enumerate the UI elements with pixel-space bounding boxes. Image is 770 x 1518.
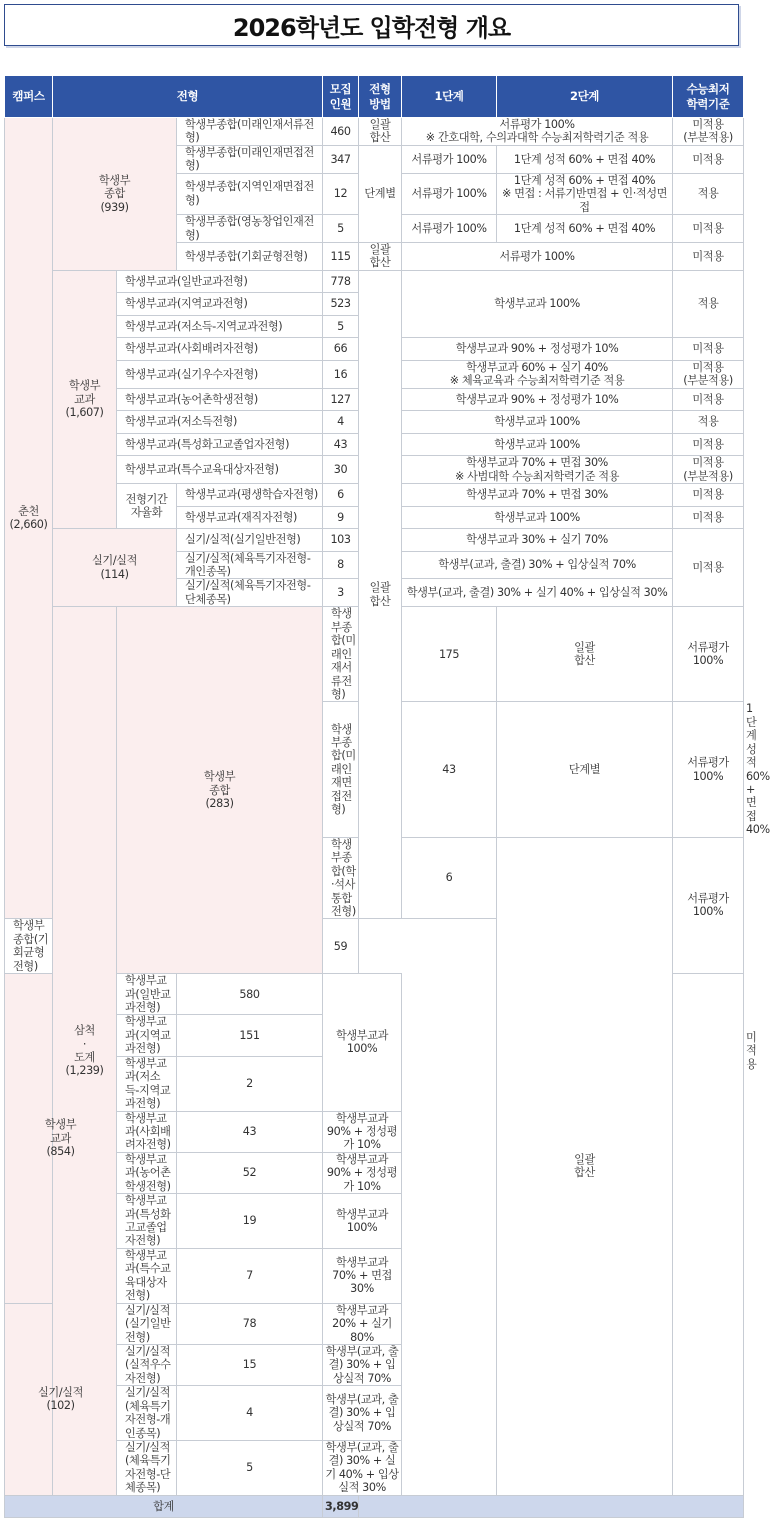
quota-count: 4 [323, 411, 359, 434]
admission-type-name: 학생부종합(미래인재서류전형) [177, 118, 323, 146]
table-row [5, 270, 744, 293]
selection-method: 단계별 [359, 145, 402, 242]
evaluation-criteria: 서류평가 100% [402, 242, 673, 270]
admission-type-name: 실기/실적(체육특기자전형-단체종목) [117, 1441, 177, 1496]
quota-count: 460 [323, 118, 359, 146]
quota-count: 115 [323, 242, 359, 270]
admission-type-name: 학생부종합(기회균형전형) [5, 919, 53, 974]
selection-method: 일괄 합산 [359, 242, 402, 270]
admission-type-name: 학생부종합(미래인재면접전형) [323, 702, 359, 837]
admission-type-name: 학생부종합(기회균형전형) [177, 242, 323, 270]
admission-type-name: 학생부종합(미래인재면접전형) [177, 145, 323, 173]
admission-type-name: 학생부종합(학·석사통합전형) [323, 837, 359, 919]
csat-requirement: 미적용 [673, 145, 744, 173]
admission-type-name: 학생부교과(실기우수자전형) [117, 360, 323, 388]
selection-method: 일괄 합산 [359, 270, 402, 919]
quota-count: 5 [323, 315, 359, 338]
page-title: 2026학년도 입학전형 개요 [4, 4, 739, 46]
admission-type-name: 학생부교과(저소득전형) [117, 411, 323, 434]
evaluation-criteria: 학생부교과 70% + 면접 30% ※ 사범대학 수능최저학력기준 적용 [402, 456, 673, 484]
evaluation-criteria: 학생부교과 60% + 실기 40% ※ 체육교육과 수능최저학력기준 적용 [402, 360, 673, 388]
campus-samcheok-dogye: 삼척 · 도계 (1,239) [53, 607, 117, 1495]
admission-type-name: 학생부교과(특수교육대상자전형) [117, 1248, 177, 1303]
evaluation-criteria: 학생부교과 100% [323, 1194, 402, 1249]
quota-count: 6 [323, 484, 359, 507]
admission-type-name: 학생부교과(농어촌학생전형) [117, 1152, 177, 1193]
table-row: 학생부종합(미래인재면접전형) 43 단계별 서류평가 100% 1단계 성적 60% + 면접 40% [5, 702, 744, 837]
evaluation-criteria: 학생부교과 70% + 면접 30% [402, 484, 673, 507]
evaluation-criteria: 서류평가 100% [673, 607, 744, 702]
selection-method: 일괄 합산 [497, 607, 673, 702]
quota-count: 103 [323, 529, 359, 552]
csat-requirement: 미적용 [673, 215, 744, 243]
quota-count: 43 [177, 1111, 323, 1152]
quota-count: 19 [177, 1194, 323, 1249]
quota-count: 16 [323, 360, 359, 388]
admission-table [4, 75, 770, 1518]
admission-type-name: 실기/실적(실기일반전형) [177, 529, 323, 552]
admission-type-name: 학생부교과(일반교과전형) [117, 974, 177, 1015]
quota-count: 8 [323, 551, 359, 579]
quota-count: 30 [323, 456, 359, 484]
csat-requirement: 미적용 (부분적용) [673, 118, 744, 146]
quota-count: 5 [323, 215, 359, 243]
evaluation-criteria: 학생부교과 100% [402, 506, 673, 529]
admission-type-name: 학생부교과(특성화고교졸업자전형) [117, 1194, 177, 1249]
quota-count: 52 [177, 1152, 323, 1193]
header-type: 전형 [53, 76, 323, 118]
campus-chuncheon: 춘천 (2,660) [5, 118, 53, 919]
header-campus: 캠퍼스 [5, 76, 53, 118]
header-method: 전형 방법 [359, 76, 402, 118]
evaluation-criteria: 학생부교과 100% [402, 411, 673, 434]
evaluation-criteria: 서류평가 100% ※ 간호대학, 수의과대학 수능최저학력기준 적용 [402, 118, 673, 146]
quota-count: 347 [323, 145, 359, 173]
stage1-criteria: 서류평가 100% [673, 702, 744, 837]
admission-type-name: 학생부교과(특수교육대상자전형) [117, 456, 323, 484]
total-row [5, 1495, 744, 1518]
stage2-criteria: 1단계 성적 60% + 면접 40% ※ 면접 : 서류기반면접 + 인·적성면접 [497, 173, 673, 214]
admission-type-name: 학생부교과(농어촌학생전형) [117, 388, 323, 411]
evaluation-criteria: 학생부(교과, 출결) 30% + 입상실적 70% [323, 1386, 402, 1441]
total-count: 3,899 [323, 1495, 359, 1518]
group-label: 학생부 교과 (1,607) [53, 270, 117, 528]
csat-requirement: 미적용 [673, 529, 744, 607]
csat-requirement: 미적용 [673, 388, 744, 411]
evaluation-criteria: 학생부교과 90% + 정성평가 10% [402, 338, 673, 361]
csat-requirement: 미적용 [673, 338, 744, 361]
admission-type-name: 실기/실적(실적우수자전형) [117, 1344, 177, 1385]
evaluation-criteria: 학생부교과 90% + 정성평가 10% [323, 1111, 402, 1152]
csat-requirement: 적용 [673, 411, 744, 434]
stage2-criteria: 1단계 성적 60% + 면접 40% [497, 145, 673, 173]
header-row [5, 76, 744, 118]
header-csat: 수능최저 학력기준 [673, 76, 744, 118]
evaluation-criteria: 학생부교과 20% + 실기 80% [323, 1303, 402, 1344]
stage1-criteria: 서류평가 100% [402, 215, 497, 243]
admission-type-name: 실기/실적(체육특기자전형-단체종목) [177, 579, 323, 607]
quota-count: 151 [177, 1015, 323, 1056]
evaluation-criteria: 학생부교과 90% + 정성평가 10% [323, 1152, 402, 1193]
total-label: 합계 [5, 1495, 323, 1518]
csat-requirement: 미적용 [673, 242, 744, 270]
admission-type-name: 학생부종합(영농창업인재전형) [177, 215, 323, 243]
admission-type-name: 학생부교과(저소득-지역교과전형) [117, 315, 323, 338]
admission-type-name: 학생부교과(사회배려자전형) [117, 338, 323, 361]
admission-type-name: 학생부교과(특성화고교졸업자전형) [117, 433, 323, 456]
quota-count: 43 [402, 702, 497, 837]
quota-count: 3 [323, 579, 359, 607]
admission-type-name: 학생부종합(지역인재면접전형) [177, 173, 323, 214]
admission-type-name: 학생부교과(재직자전형) [177, 506, 323, 529]
evaluation-criteria: 학생부(교과, 출결) 30% + 입상실적 70% [323, 1344, 402, 1385]
csat-requirement: 적용 [673, 270, 744, 338]
header-stage1: 1단계 [402, 76, 497, 118]
stage1-criteria: 서류평가 100% [402, 173, 497, 214]
csat-requirement: 미적용 [673, 433, 744, 456]
quota-count: 127 [323, 388, 359, 411]
quota-count: 778 [323, 270, 359, 293]
group-label: 학생부 종합 (939) [53, 118, 177, 271]
evaluation-criteria: 학생부교과 90% + 정성평가 10% [402, 388, 673, 411]
group-label: 학생부 교과 (854) [5, 974, 117, 1304]
evaluation-criteria: 서류평가 100% [673, 837, 744, 973]
evaluation-criteria: 학생부교과 100% [402, 433, 673, 456]
quota-count: 78 [177, 1303, 323, 1344]
quota-count: 9 [323, 506, 359, 529]
stage2-criteria: 1단계 성적 60% + 면접 40% [497, 215, 673, 243]
group-label: 실기/실적 (114) [53, 529, 177, 607]
table-row: 삼척 · 도계 (1,239) 학생부 종합 (283) 학생부종합(미래인재서류전형) 175 일괄 합산 서류평가 100% 미적용 [5, 607, 744, 702]
admission-type-name: 학생부교과(저소득-지역교과전형) [117, 1056, 177, 1111]
csat-requirement: 미적용 (부분적용) [673, 456, 744, 484]
admission-type-name: 학생부교과(평생학습자전형) [177, 484, 323, 507]
csat-requirement: 적용 [673, 173, 744, 214]
evaluation-criteria: 학생부교과 100% [323, 974, 402, 1111]
evaluation-criteria: 학생부(교과, 출결) 30% + 실기 40% + 입상실적 30% [402, 579, 673, 607]
quota-count: 7 [177, 1248, 323, 1303]
group-label: 학생부 종합 (283) [117, 607, 323, 974]
selection-method: 단계별 [497, 702, 673, 837]
group-label: 실기/실적 (102) [5, 1303, 117, 1495]
csat-requirement: 미적용 (부분적용) [673, 360, 744, 388]
stage1-criteria: 서류평가 100% [402, 145, 497, 173]
quota-count: 66 [323, 338, 359, 361]
admission-type-name: 실기/실적(체육특기자전형-개인종목) [117, 1386, 177, 1441]
admission-type-name: 학생부교과(일반교과전형) [117, 270, 323, 293]
quota-count: 15 [177, 1344, 323, 1385]
quota-count: 12 [323, 173, 359, 214]
admission-type-name: 실기/실적(체육특기자전형-개인종목) [177, 551, 323, 579]
admission-type-name: 학생부교과(지역교과전형) [117, 1015, 177, 1056]
evaluation-criteria: 학생부교과 30% + 실기 70% [402, 529, 673, 552]
evaluation-criteria: 학생부(교과, 출결) 30% + 실기 40% + 입상실적 30% [323, 1441, 402, 1496]
quota-count: 523 [323, 293, 359, 316]
admission-type-name: 학생부종합(미래인재서류전형) [323, 607, 359, 702]
evaluation-criteria: 학생부교과 100% [402, 270, 673, 338]
selection-method: 일괄 합산 [497, 837, 673, 1495]
header-quota: 모집 인원 [323, 76, 359, 118]
quota-count: 43 [323, 433, 359, 456]
quota-count: 6 [402, 837, 497, 919]
quota-count: 4 [177, 1386, 323, 1441]
subgroup-label: 전형기간 자율화 [117, 484, 177, 529]
quota-count: 5 [177, 1441, 323, 1496]
quota-count: 175 [402, 607, 497, 702]
admission-type-name: 학생부교과(사회배려자전형) [117, 1111, 177, 1152]
table-row [5, 118, 744, 146]
quota-count: 580 [177, 974, 323, 1015]
csat-requirement: 미적용 [673, 484, 744, 507]
evaluation-criteria: 학생부(교과, 출결) 30% + 입상실적 70% [402, 551, 673, 579]
admission-type-name: 학생부교과(지역교과전형) [117, 293, 323, 316]
evaluation-criteria: 학생부교과 70% + 면접 30% [323, 1248, 402, 1303]
selection-method: 일괄 합산 [359, 118, 402, 146]
total-empty [359, 1495, 744, 1518]
admission-type-name: 실기/실적(실기일반전형) [117, 1303, 177, 1344]
quota-count: 2 [177, 1056, 323, 1111]
header-stage2: 2단계 [497, 76, 673, 118]
csat-requirement: 미적용 [673, 506, 744, 529]
quota-count: 59 [323, 919, 359, 974]
